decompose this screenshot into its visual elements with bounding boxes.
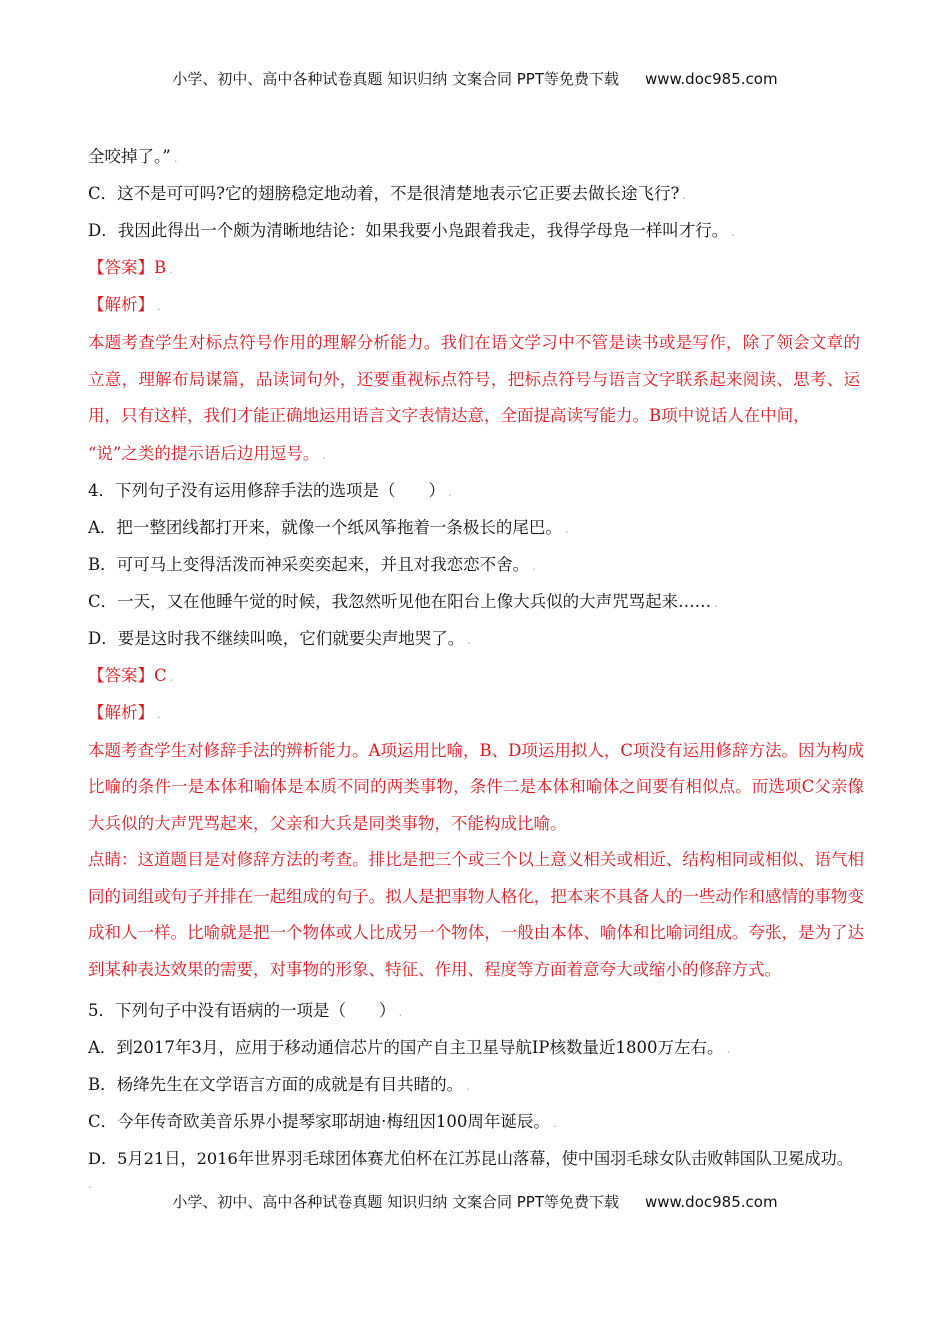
paragraph-mark: . [88,1177,92,1191]
q4-analysis-label: 【解析】 . [88,702,161,722]
q5-option-b: B．杨绛先生在文学语言方面的成就是有目共睹的。 . [88,1075,470,1094]
q3-option-c: C．这不是可可吗?它的翅膀稳定地动着，不是很清楚地表示它正要去做长途飞行? . [88,184,687,203]
q4-stem: 4．下列句子没有运用修辞手法的选项是（ ） . [88,480,452,500]
q5-option-d: D．5月21日，2016年世界羽毛球团体赛尤伯杯在江苏昆山落幕，使中国羽毛球女队击败韩国队卫冕成功。 [88,1149,853,1168]
q3-continuation: 全咬掉了。” . [88,147,178,166]
page-header [0,68,950,89]
q4-answer: 【答案】C . [88,665,174,685]
q3-analysis-label: 【解析】 . [88,295,161,314]
q4-option-c: C．一天，又在他睡午觉的时候，我忽然听见他在阳台上像大兵似的大声咒骂起来…… . [88,591,718,611]
footer-site[interactable]: www.doc985.com [644,1193,778,1211]
q3-answer: 【答案】B . [88,258,173,277]
q4-analysis: 本题考查学生对修辞手法的辨析能力。A项运用比喻，B、D项运用拟人，C项没有运用修辞方法。因为构成比喻的条件一是本体和喻体是本质不同的两类事物，条件二是本体和喻体之间要有相似点。而选项C父亲像大兵似的大声咒骂起来，父亲和大兵是同类事物，不能构成比喻。 [88,740,864,833]
q4-option-a: A．把一整团线都打开来，就像一个纸风筝拖着一条极长的尾巴。 . [88,517,569,537]
q5-option-a: A．到2017年3月，应用于移动通信芯片的国产自主卫星导航IP核数量近1800万左右。 . [88,1038,731,1057]
q3-analysis: 本题考查学生对标点符号作用的理解分析能力。我们在语文学习中不管是读书或是写作，除了领会文章的立意，理解布局谋篇，品读词句外，还要重视标点符号，把标点符号与语言文字联系起来阅读、思考、运用，只有这样，我们才能正确地运用语言文字表情达意，全面提高读写能力。B项中说话人在中间， [88,333,860,425]
header-site[interactable]: www.doc985.com [644,70,778,88]
q3-analysis-last: “说”之类的提示语后边用逗号。 . [88,443,327,463]
q4-option-d: D．要是这时我不继续叫唤，它们就要尖声地哭了。 . [88,628,472,648]
q4-tip: 点睛：这道题目是对修辞方法的考查。排比是把三个或三个以上意义相关或相近、结构相同或相似、语气相同的词组或句子并排在一起组成的句子。拟人是把事物人格化，把本来不具备人的一些动作和感情的事物变成和人一样。比喻就是把一个物体或人比成另一个物体，一般由本体、喻体和比喻词组成。夸张，是为了达到某种表达效果的需要，对事物的形象、特征、作用、程度等方面着意夸大或缩小的修辞方式。 [88,850,864,979]
q5-option-c: C．今年传奇欧美音乐界小提琴家耶胡迪·梅纽因100周年诞辰。 . [88,1112,557,1131]
header-text: 小学、初中、高中各种试卷真题 知识归纳 文案合同 PPT等免费下载 [172,70,619,88]
page-content [88,146,868,1195]
q4-option-b: B．可可马上变得活泼而神采奕奕起来，并且对我恋恋不舍。 . [88,554,536,574]
q3-option-d: D．我因此得出一个颇为清晰地结论：如果我要小凫跟着我走，我得学母凫一样叫才行。 . [88,221,736,240]
footer-text: 小学、初中、高中各种试卷真题 知识归纳 文案合同 PPT等免费下载 [172,1193,619,1211]
q5-stem: 5．下列句子中没有语病的一项是（ ） . [88,1001,403,1020]
page-footer [0,1191,950,1212]
